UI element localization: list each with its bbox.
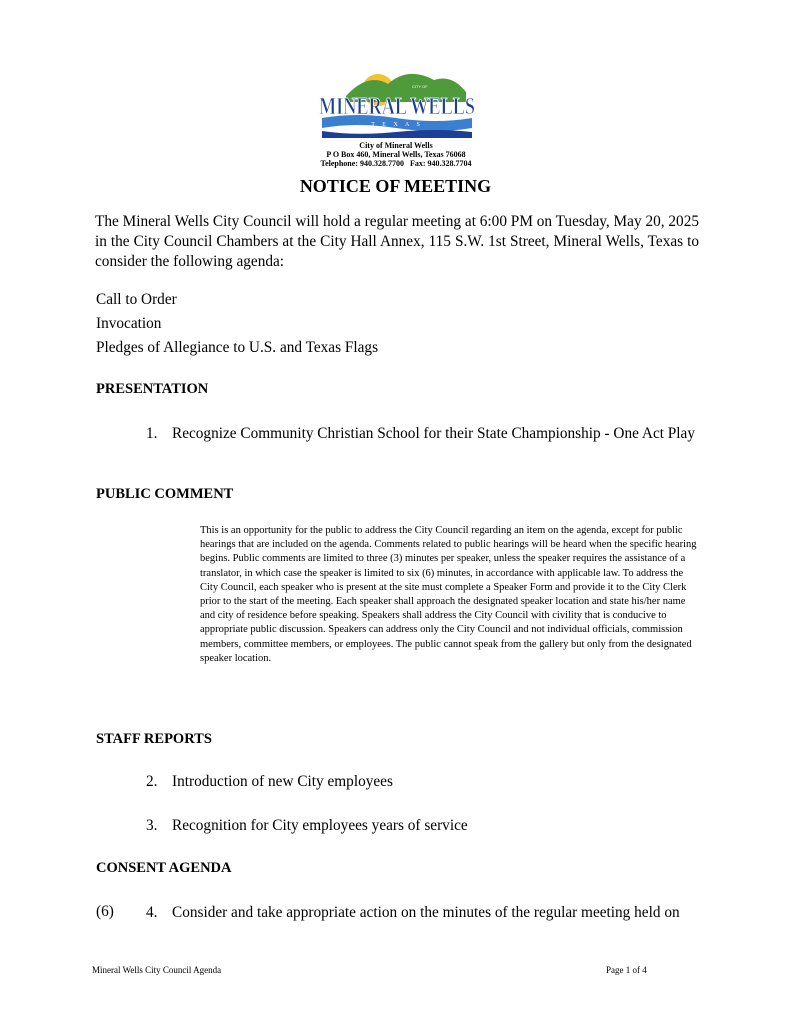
opening-item-call-to-order: Call to Order (96, 291, 177, 308)
agenda-item-text: Recognition for City employees years of service (172, 817, 468, 834)
org-name: City of Mineral Wells (359, 141, 433, 150)
agenda-item-2 (146, 772, 706, 792)
agenda-item-1 (146, 424, 706, 444)
section-heading-staff-reports: STAFF REPORTS (96, 731, 212, 747)
city-logo (316, 62, 478, 140)
footer-page-number: Page 1 of 4 (606, 965, 647, 975)
org-phones: Telephone: 940.328.7700 Fax: 940.328.7704 (320, 159, 472, 168)
org-address: P O Box 460, Mineral Wells, Texas 76068 (326, 150, 466, 159)
section-heading-public-comment: PUBLIC COMMENT (96, 486, 234, 502)
consent-item-prefix: (6) (96, 903, 114, 920)
agenda-item-number: 1. (146, 425, 158, 442)
agenda-item-number: 4. (146, 904, 158, 921)
section-heading-presentation: PRESENTATION (96, 381, 209, 397)
logo-small-text: CITY OF (412, 84, 428, 89)
agenda-item-3 (146, 816, 706, 836)
agenda-item-number: 2. (146, 773, 158, 790)
opening-item-pledges: Pledges of Allegiance to U.S. and Texas Flags (96, 339, 379, 356)
section-heading-consent-agenda: CONSENT AGENDA (96, 860, 232, 876)
opening-item-invocation: Invocation (96, 315, 162, 332)
page-title: NOTICE OF MEETING (299, 176, 492, 196)
meeting-intro: The Mineral Wells City Council will hold a regular meeting at 6:00 PM on Tuesday, May 20, 2025 in the City Council Chambers at the City Hall Annex, 115 S.W. 1st Street, Mineral Wells, Texas to consider the following agenda: (95, 213, 699, 270)
agenda-item-text: Consider and take appropriate action on the minutes of the regular meeting held on (172, 904, 680, 921)
logo-state-text: T E X A S (371, 122, 423, 128)
public-comment-text: This is an opportunity for the public to address the City Council regarding an item on the agenda, except for public hearings that are included on the agenda. Comments related to public hearings will be heard when the specific hearing begins. Public comments are limited to three (3) minutes per speaker, unless the speaker requires the assistance of a translator, in which case the speaker is limited to six (6) minutes, in accordance with applicable law. To address the City Council, each speaker who is present at the site must complete a Speaker Form and provide it to the City Clerk prior to the start of the meeting. Each speaker shall approach the designated speaker location and state his/her name and city of residence before speaking. Speakers shall address the City Council with civility that is conducive to appropriate public discussion. Speakers can address only the City Council and not individual officials, commission members, committee members, or employees. The public cannot speak from the gallery but only from the designated speaker location. (200, 525, 697, 664)
agenda-item-text: Introduction of new City employees (172, 773, 393, 790)
agenda-item-text: Recognize Community Christian School for their State Championship - One Act Play (172, 425, 695, 442)
logo-main-text: MINERAL WELLS (319, 94, 475, 120)
footer-doc-name: Mineral Wells City Council Agenda (92, 965, 222, 975)
agenda-item-number: 3. (146, 817, 158, 834)
agenda-item-4 (146, 903, 706, 923)
logo-water-bottom (322, 130, 472, 138)
